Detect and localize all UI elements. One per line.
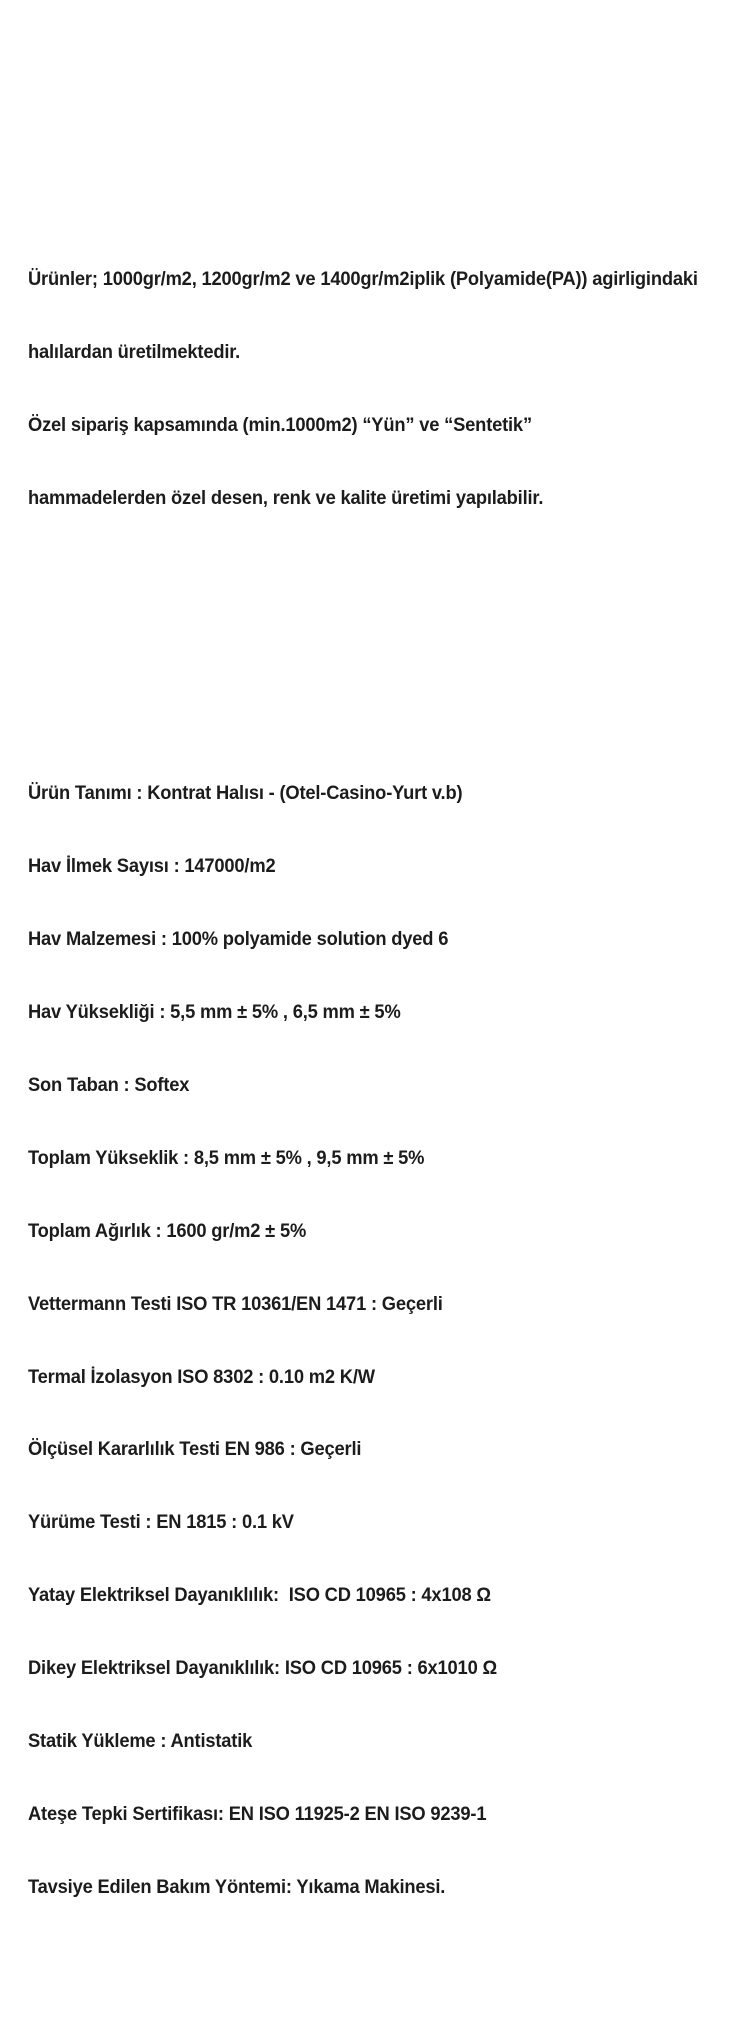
intro-line-3: Özel sipariş kapsamında (min.1000m2) “Yün” ve “Sentetik”	[28, 414, 532, 437]
spec-line-product-definition: Ürün Tanımı : Kontrat Halısı - (Otel-Casino-Yurt v.b)	[28, 782, 463, 805]
intro-line-2: halılardan üretilmektedir.	[28, 341, 241, 364]
spec-line-total-height: Toplam Yükseklik : 8,5 mm ± 5% , 9,5 mm ± 5%	[28, 1146, 425, 1169]
intro-paragraph	[28, 219, 698, 559]
spec-line-final-backing: Son Taban : Softex	[28, 1073, 190, 1096]
paragraph-gap	[28, 632, 698, 660]
spec-line-total-weight: Toplam Ağırlık : 1600 gr/m2 ± 5%	[28, 1219, 307, 1242]
spec-line-pile-material: Hav Malzemesi : 100% polyamide solution dyed 6	[28, 928, 449, 951]
spec-line-vettermann-test: Vettermann Testi ISO TR 10361/EN 1471 : Geçerli	[28, 1292, 443, 1315]
spec-line-recommended-maintenance: Tavsiye Edilen Bakım Yöntemi: Yıkama Makinesi.	[28, 1875, 446, 1898]
spec-line-walking-test: Yürüme Testi : EN 1815 : 0.1 kV	[28, 1511, 294, 1534]
spec-line-dimensional-stability: Ölçüsel Kararlılık Testi EN 986 : Geçerli	[28, 1438, 362, 1461]
intro-line-4: hammadelerden özel desen, renk ve kalite üretimi yapılabilir.	[28, 487, 544, 510]
spec-line-pile-height: Hav Yüksekliği : 5,5 mm ± 5% , 6,5 mm ± 5%	[28, 1001, 401, 1024]
spec-line-thermal-insulation: Termal İzolasyon ISO 8302 : 0.10 m2 K/W	[28, 1365, 375, 1388]
intro-line-1: Ürünler; 1000gr/m2, 1200gr/m2 ve 1400gr/m2iplik (Polyamide(PA)) agirligindaki	[28, 268, 698, 291]
spec-line-static-loading: Statik Yükleme : Antistatik	[28, 1730, 253, 1752]
spec-line-horizontal-electrical-resistance: Yatay Elektriksel Dayanıklılık: ISO CD 10965 : 4x108 Ω	[28, 1584, 491, 1607]
spec-text-block	[28, 146, 698, 2021]
spec-line-fire-reaction-certificate: Ateşe Tepki Sertifikası: EN ISO 11925-2 EN ISO 9239-1	[28, 1802, 487, 1825]
spec-line-vertical-electrical-resistance: Dikey Elektriksel Dayanıklılık: ISO CD 10965 : 6x1010 Ω	[28, 1657, 498, 1680]
spec-list	[28, 733, 698, 1948]
spec-line-pile-loop-count: Hav İlmek Sayısı : 147000/m2	[28, 855, 276, 878]
